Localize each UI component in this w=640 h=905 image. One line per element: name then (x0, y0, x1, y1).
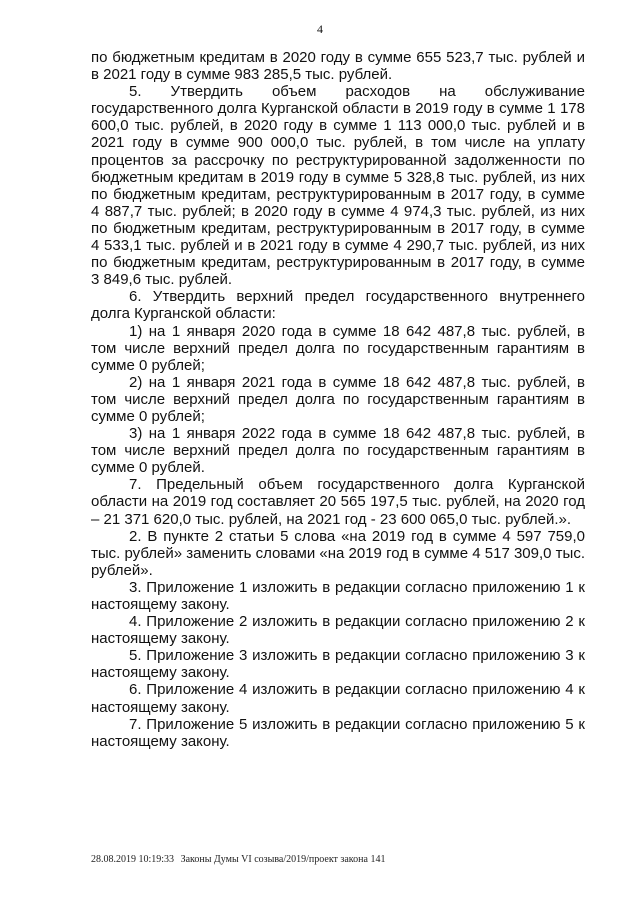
paragraph-subitem-1: 1) на 1 января 2020 года в сумме 18 642 487,8 тыс. рублей, в том числе верхний предел долга по государственным гарантиям в сумме 0 рублей; (91, 322, 585, 374)
footer-timestamp: 28.08.2019 10:19:33 (91, 854, 175, 865)
paragraph-subitem-2: 2) на 1 января 2021 года в сумме 18 642 487,8 тыс. рублей, в том числе верхний предел долга по государственным гарантиям в сумме 0 рублей; (91, 373, 585, 425)
paragraph-subitem-3: 3) на 1 января 2022 года в сумме 18 642 487,8 тыс. рублей, в том числе верхний предел долга по государственным гарантиям в сумме 0 рублей. (91, 425, 585, 477)
document-body (91, 49, 585, 750)
paragraph-continuation: по бюджетным кредитам в 2020 году в сумме 655 523,7 тыс. рублей и в 2021 году в сумме 983 285,5 тыс. рублей. (91, 49, 585, 84)
paragraph-amendment-7: 7. Приложение 5 изложить в редакции согласно приложению 5 к настоящему закону. (91, 715, 585, 750)
page-number: 4 (317, 22, 323, 36)
paragraph-item-6-debt-limit: 6. Утвердить верхний предел государственного внутреннего долга Курганской области: (91, 288, 585, 323)
paragraph-amendment-3: 3. Приложение 1 изложить в редакции согласно приложению 1 к настоящему закону. (91, 578, 585, 613)
footer-file-path: Законы Думы VI созыва/2019/проект закона 141 (180, 854, 386, 865)
paragraph-amendment-4: 4. Приложение 2 изложить в редакции согласно приложению 2 к настоящему закону. (91, 613, 585, 648)
paragraph-amendment-5: 5. Приложение 3 изложить в редакции согласно приложению 3 к настоящему закону. (91, 647, 585, 682)
page-footer (91, 854, 385, 865)
paragraph-amendment-2: 2. В пункте 2 статьи 5 слова «на 2019 год в сумме 4 597 759,0 тыс. рублей» заменить словами «на 2019 год в сумме 4 517 309,0 тыс. рублей». (91, 527, 585, 579)
paragraph-item-5-debt-service: 5. Утвердить объем расходов на обслуживание государственного долга Курганской области в 2019 году в сумме 1 178 600,0 тыс. рублей, в 2020 году в сумме 1 113 000,0 тыс. рублей и в 2021 году в сумме 900 000,0 тыс. рублей, в том числе на уплату процентов за рассрочку по реструктурированной задолженности по бюджетным кредитам в 2019 году в сумме 5 328,8 тыс. рублей, из них по бюджетным кредитам, реструктурированным в 2017 году, в сумме 4 887,7 тыс. рублей; в 2020 году в сумме 4 974,3 тыс. рублей, из них по бюджетным кредитам, реструктурированным в 2017 году, в сумме 4 533,1 тыс. рублей и в 2021 году в сумме 4 290,7 тыс. рублей, из них по бюджетным кредитам, реструктурированным в 2017 году, в сумме 3 849,6 тыс. рублей. (91, 83, 585, 289)
paragraph-amendment-6: 6. Приложение 4 изложить в редакции согласно приложению 4 к настоящему закону. (91, 681, 585, 716)
paragraph-item-7-debt-volume: 7. Предельный объем государственного долга Курганской области на 2019 год составляет 20 565 197,5 тыс. рублей, на 2020 год – 21 371 620,0 тыс. рублей, на 2021 год - 23 600 065,0 тыс. рублей.». (91, 476, 585, 528)
